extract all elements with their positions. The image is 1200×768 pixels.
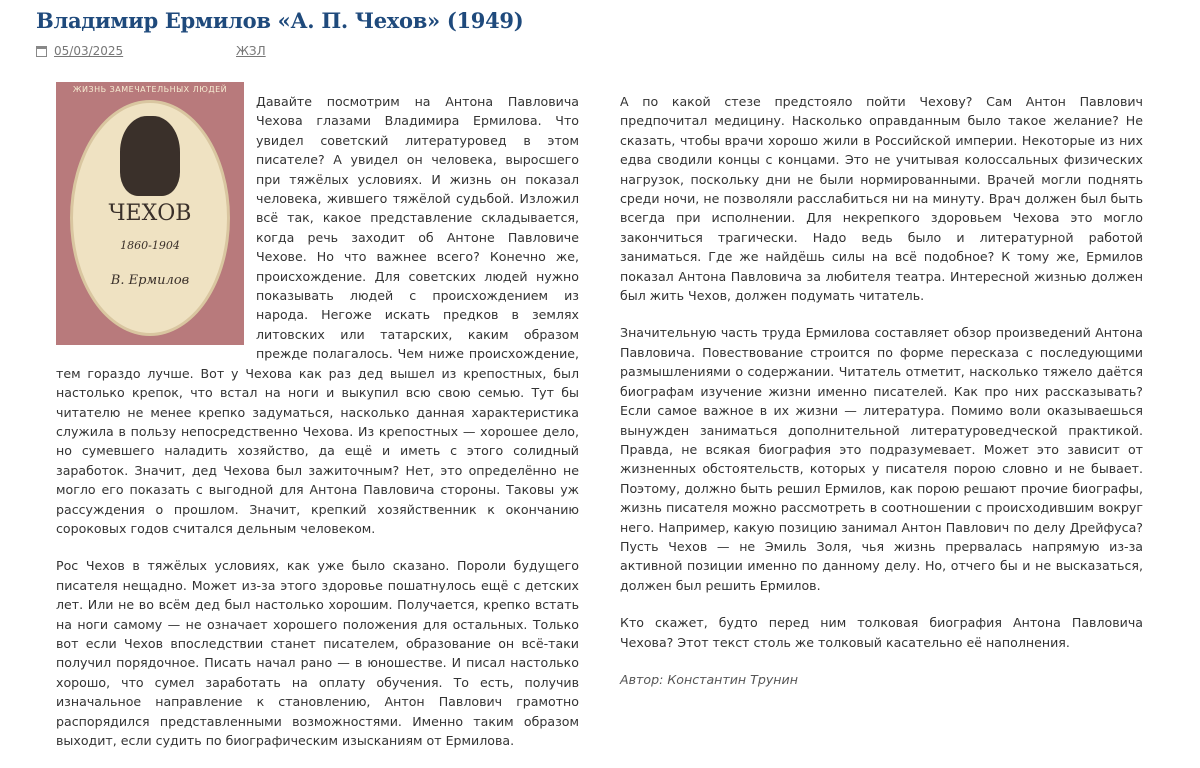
paragraph-text: Давайте посмотрим на Антона Павловича Чехова глазами Владимира Ермилова. Что увидел советский литературовед в этом писателе? А увидел он человека, выросшего при тяжёлых условиях. И жизнь он показал человека, жившего тяжёлой судьбой. Изложил всё так, какое представление складывается, когда речь заходит об Антоне Павловиче Чехове. Но что важнее всего? Конечно же, происхождение. Для советских людей нужно показывать людей с происхождением из народа. Негоже искать предков в землях литовских или татарских, каким образом прежде полагалось. Чем ниже происхождение, тем гораздо лучше. Вот у Чехова как раз дед вышел из крепостных, был настолько крепок, что встал на ноги и выкупил всю свою семью. Тут бы читателю не менее крепко задуматься, насколько данная характеристика служила в пользу непосредственно Чехова. Из крепостных — хорошее дело, но сумевшего наладить хозяйство, да ещё и иметь с этого солидный заработок. Значит, дед Чехова был зажиточным? Нет, это определённо не могло его показать с выгодной для Антона Павловича стороны. Таковы уж рассуждения о прошлом. Значит, крепкий хозяйственник к окончанию сороковых годов считался дельным человеком.: [56, 94, 579, 536]
right-column: [620, 92, 1143, 707]
paragraph: А по какой стезе предстояло пойти Чехову? Сам Антон Павлович предпочитал медицину. Насколько оправданным было такое желание? Не сказать, чтобы врачи хорошо жили в Российской империи. Некоторые из них едва сводили концы с концами. Это не учитывая колоссальных физических нагрузок, поскольку дни не были нормированными. Врачей могли поднять среди ночи, не позволяли расслабиться ни на минуту. Врач должен был быть всегда при исполнении. Для некрепкого здоровьем Чехова это могло закончиться трагически. Надо ведь было и литературной работой заниматься. Где же найдёшь силы на всё подобное? К тому же, Ермилов показал Антона Павловича за любителя театра. Интересной жизнью должен был жить Чехов, должен подумать читатель.: [620, 94, 1143, 304]
cover-series: ЖИЗНЬ ЗАМЕЧАТЕЛЬНЫХ ЛЮДЕЙ: [72, 85, 228, 94]
author-credit: Автор: Константин Трунин: [620, 671, 798, 687]
paragraph: [56, 85, 579, 538]
cover-title: ЧЕХОВ: [108, 201, 192, 226]
date-link[interactable]: 05/03/2025: [54, 44, 124, 58]
paragraph: Кто скажет, будто перед ним толковая биография Антона Павловича Чехова? Этот текст столь же толковый касательно её наполнения.: [620, 615, 1143, 650]
portrait: [120, 116, 180, 196]
book-cover-image: [56, 82, 244, 345]
calendar-icon: [36, 46, 47, 57]
left-column: [56, 85, 579, 768]
cover-author: В. Ермилов: [110, 273, 190, 288]
page-title: Владимир Ермилов «А. П. Чехов» (1949): [36, 8, 524, 33]
cover-years: 1860-1904: [120, 239, 180, 252]
post-meta: [36, 44, 266, 58]
paragraph: Значительную часть труда Ермилова составляет обзор произведений Антона Павловича. Повествование строится по форме пересказа с последующими размышлениями о содержании. Читатель отметит, насколько тяжело даётся биографам изучение жизни именно писателей. Как про них рассказывать? Если самое важное в их жизни — литература. Помимо воли оказываешься вынужден заниматься дополнительной литературоведческой практикой. Правда, не всякая биография это подразумевает. Может это зависит от жизненных обстоятельств, которых у писателя порою словно и не бывает. Поэтому, должно быть решил Ермилов, как порою решают прочие биографы, жизнь писателя можно рассмотреть в соотношении с происходившим вокруг него. Например, какую позицию занимал Антон Павлович по делу Дрейфуса? Пусть Чехов — не Эмиль Золя, чья жизнь прервалась напрямую из-за активной позиции именно по данному делу. Но, отчего бы и не высказаться, должен был решить Ермилов.: [620, 325, 1143, 593]
paragraph: Рос Чехов в тяжёлых условиях, как уже было сказано. Пороли будущего писателя нещадно. Может из-за этого здоровье пошатнулось ещё с детских лет. Или не во всём дед был настолько хорошим. Получается, крепко встать на ноги самому — не означает хорошего положения для остальных. Только вот если Чехов впоследствии станет писателем, образование он всё-таки получил порядочное. Писать начал рано — в юношестве. И писал настолько хорошо, что сумел заработать на оплату обучения. То есть, получив изначальное направление к становлению, Антон Павлович грамотно распорядился представленными возможностями. Именно таким образом выходит, если судить по биографическим изысканиям от Ермилова.: [56, 558, 579, 748]
category-link[interactable]: ЖЗЛ: [236, 44, 266, 58]
